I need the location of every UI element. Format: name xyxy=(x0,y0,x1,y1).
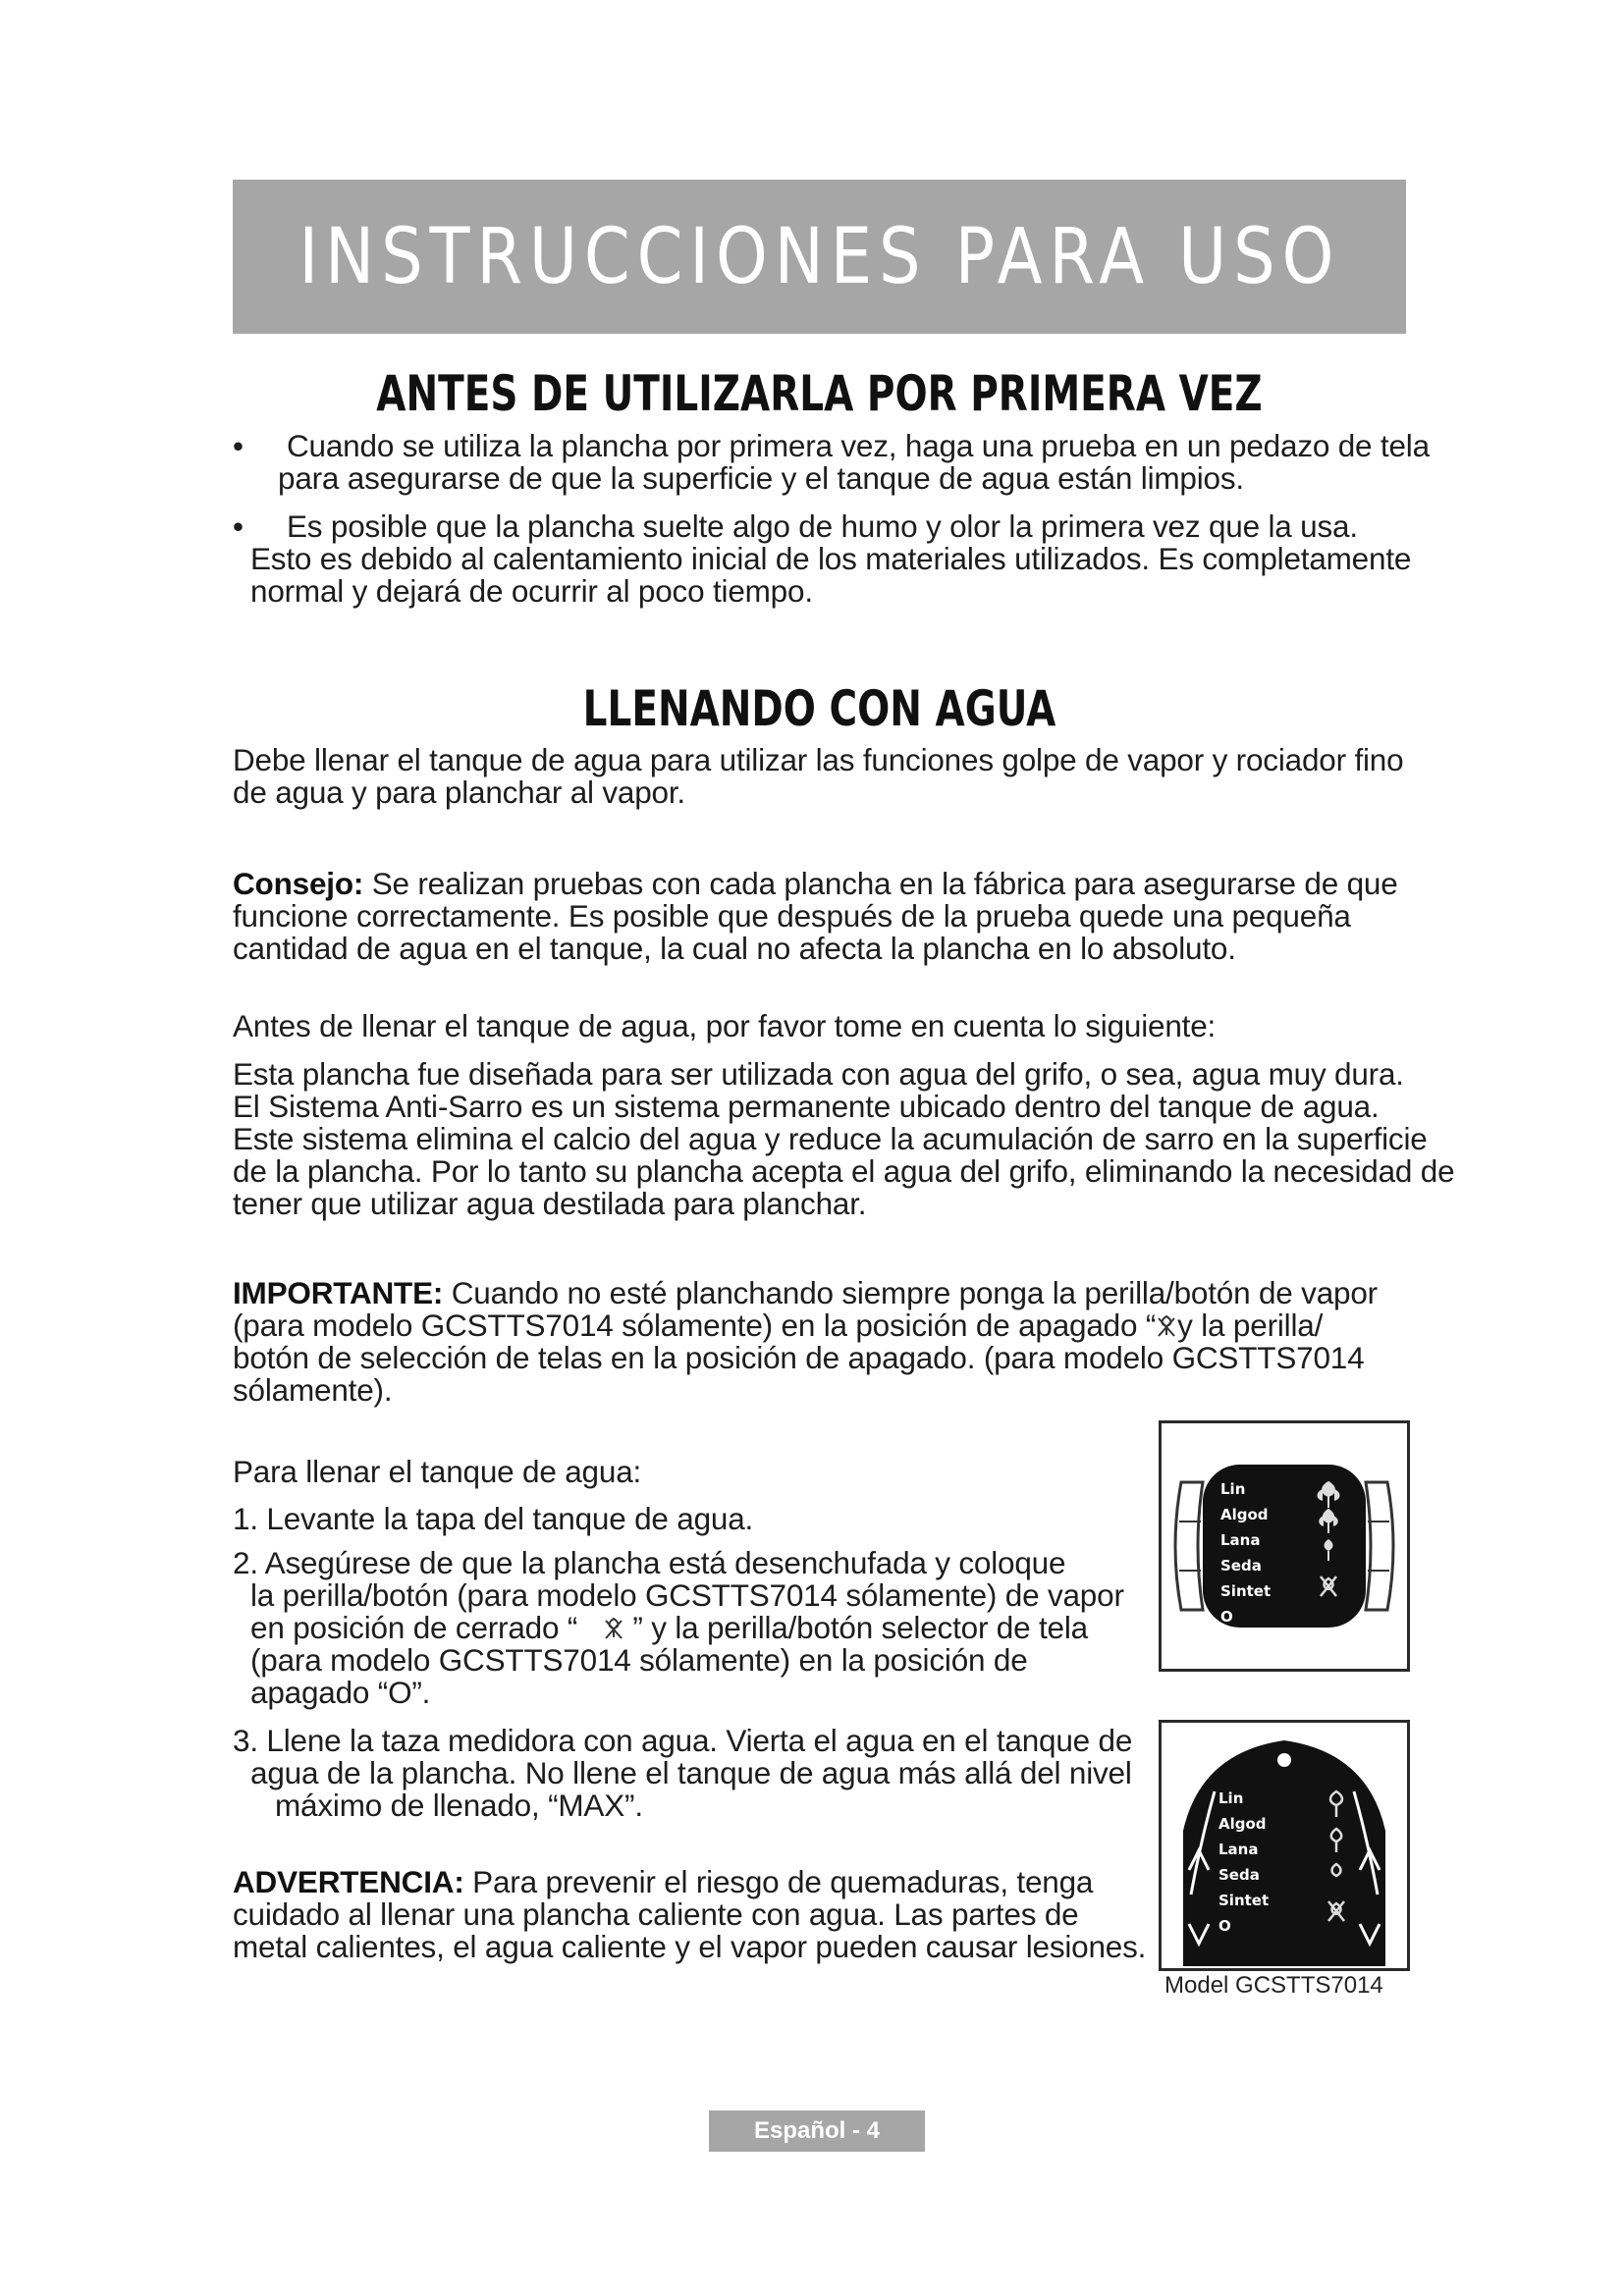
dial-figure-top xyxy=(1159,1420,1410,1672)
dial-illustration-bottom xyxy=(1162,1723,1407,1968)
tip-line-3: cantidad de agua en el tanque, la cual no afecta la plancha en lo absoluto. xyxy=(233,931,1236,966)
dial-label: Lana xyxy=(1218,1841,1259,1858)
fill-step-2-line-4: (para modelo GCSTTS7014 sólamente) en la posición de xyxy=(250,1642,1028,1678)
important-line-3: botón de selección de telas en la posición de apagado. (para modelo GCSTTS7014 xyxy=(233,1340,1365,1375)
bullet-marker: • xyxy=(233,508,244,544)
intro-line-1: Debe llenar el tanque de agua para utilizar las funciones golpe de vapor y rociador fino xyxy=(233,742,1404,777)
dial-label: Algod xyxy=(1220,1506,1269,1523)
section-heading-first-use: ANTES DE UTILIZARLA POR PRIMERA VEZ xyxy=(376,365,1263,422)
important-label: IMPORTANTE: xyxy=(233,1275,444,1310)
warning-line-2: cuidado al llenar una plancha caliente con agua. Las partes de xyxy=(233,1896,1079,1932)
dial-label: Sintet xyxy=(1220,1582,1272,1600)
before-line-3: El Sistema Anti-Sarro es un sistema permanente ubicado dentro del tanque de agua. xyxy=(233,1089,1380,1124)
dial-label: Lin xyxy=(1218,1789,1244,1807)
bullet-1-line-1: Cuando se utiliza la plancha por primera vez, haga una prueba en un pedazo de tela xyxy=(287,428,1430,463)
fill-step-2-line-3: en posición de cerrado “ ” y la perilla/botón selector de tela xyxy=(250,1610,1088,1645)
dial-label: Algod xyxy=(1218,1815,1267,1833)
tip-line-1: Consejo: Se realizan pruebas con cada plancha en la fábrica para asegurarse de que xyxy=(233,866,1398,901)
important-line-4: sólamente). xyxy=(233,1372,393,1408)
before-line-2: Esta plancha fue diseñada para ser utilizada con agua del grifo, o sea, agua muy dura. xyxy=(233,1056,1404,1092)
bullet-2-line-3: normal y dejará de ocurrir al poco tiempo. xyxy=(250,573,813,609)
page-number-badge xyxy=(709,2110,925,2152)
dial-label: Sintet xyxy=(1218,1892,1270,1909)
section-heading-filling: LLENANDO CON AGUA xyxy=(582,680,1056,737)
title-banner xyxy=(233,180,1406,334)
dial-figure-bottom xyxy=(1159,1720,1410,1971)
before-line-5: de la plancha. Por lo tanto su plancha acepta el agua del grifo, eliminando la necesidad de xyxy=(233,1153,1455,1189)
page-number: Español - 4 xyxy=(753,2117,881,2144)
fill-step-3-line-1: 3. Llene la taza medidora con agua. Vierta el agua en el tanque de xyxy=(233,1723,1133,1758)
warning-line-1: ADVERTENCIA: Para prevenir el riesgo de quemaduras, tenga xyxy=(233,1864,1094,1899)
fill-step-3-line-2: agua de la plancha. No llene el tanque de agua más allá del nivel xyxy=(250,1755,1132,1790)
dial-label: Seda xyxy=(1218,1866,1260,1884)
tip-line-2: funcione correctamente. Es posible que después de la prueba quede una pequeña xyxy=(233,898,1351,934)
important-line-1: IMPORTANTE: Cuando no esté planchando siempre ponga la perilla/botón de vapor xyxy=(233,1275,1378,1310)
fill-step-3-line-3: máximo de llenado, “MAX”. xyxy=(275,1788,643,1823)
dial-illustration-top xyxy=(1162,1423,1407,1669)
dial-label: O xyxy=(1220,1608,1233,1626)
bullet-2-line-2: Esto es debido al calentamiento inicial de los materiales utilizados. Es completamente xyxy=(250,541,1412,576)
tip-label: Consejo: xyxy=(233,866,364,901)
bullet-2-line-1: Es posible que la plancha suelte algo de humo y olor la primera vez que la usa. xyxy=(287,508,1358,544)
before-line-1: Antes de llenar el tanque de agua, por favor tome en cuenta lo siguiente: xyxy=(233,1008,1217,1043)
warning-label: ADVERTENCIA: xyxy=(233,1864,464,1899)
fill-title: Para llenar el tanque de agua: xyxy=(233,1454,642,1489)
warning-line-3: metal calientes, el agua caliente y el vapor pueden causar lesiones. xyxy=(233,1929,1147,1964)
bullet-1-line-2: para asegurarse de que la superficie y el tanque de agua están limpios. xyxy=(278,460,1244,496)
dial-label: Lin xyxy=(1220,1480,1246,1498)
fill-step-1: 1. Levante la tapa del tanque de agua. xyxy=(233,1501,754,1536)
bullet-marker: • xyxy=(233,428,244,463)
page-title: INSTRUCCIONES PARA USO xyxy=(298,212,1340,301)
intro-line-2: de agua y para planchar al vapor. xyxy=(233,774,685,810)
figure-caption: Model GCSTTS7014 xyxy=(1164,1972,1383,1999)
before-line-4: Este sistema elimina el calcio del agua y reduce la acumulación de sarro en la superficie xyxy=(233,1121,1428,1156)
fill-step-2-line-2: la perilla/botón (para modelo GCSTTS7014 sólamente) de vapor xyxy=(250,1577,1124,1613)
dial-label: Seda xyxy=(1220,1557,1262,1575)
dial-label: O xyxy=(1218,1917,1231,1935)
dial-label: Lana xyxy=(1220,1531,1261,1549)
fill-step-2-line-1: 2. Asegúrese de que la plancha está desenchufada y coloque xyxy=(233,1545,1066,1580)
steam-off-icon xyxy=(603,1616,624,1641)
steam-off-icon xyxy=(1156,1313,1177,1339)
before-line-6: tener que utilizar agua destilada para planchar. xyxy=(233,1186,867,1221)
fill-step-2-line-5: apagado “O”. xyxy=(250,1675,431,1710)
important-line-2: (para modelo GCSTTS7014 sólamente) en la posición de apagado “ y la perilla/ xyxy=(233,1308,1324,1343)
